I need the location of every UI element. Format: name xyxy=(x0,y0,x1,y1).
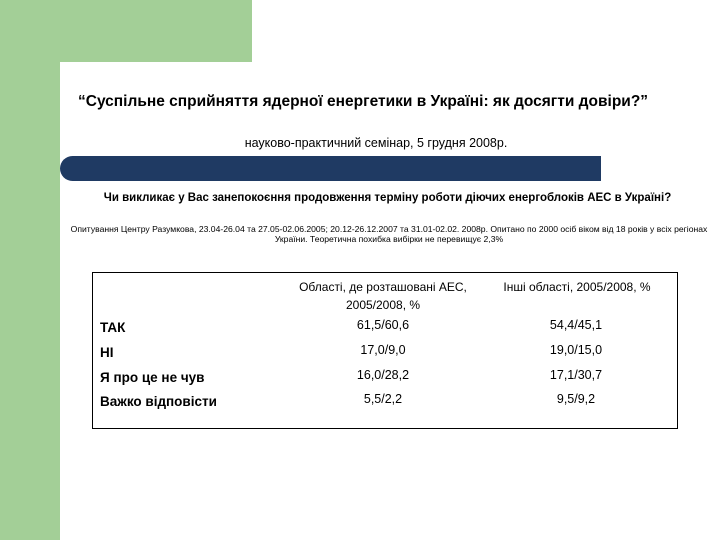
table-cell: 16,0/28,2 xyxy=(356,368,410,382)
table-cell: 17,0/9,0 xyxy=(360,343,406,357)
decorative-navy-bar xyxy=(60,156,601,181)
table-cell: 61,5/60,6 xyxy=(356,318,410,332)
decorative-green-block xyxy=(0,0,252,62)
survey-question: Чи викликає у Вас занепокоєння продовження терміну роботи діючих енергоблоків АЕС в Україні? xyxy=(103,192,672,204)
table-row-label: НІ xyxy=(100,345,114,360)
table-cell: 5,5/2,2 xyxy=(363,392,403,406)
table-row-label: Важко відповісти xyxy=(100,394,217,409)
survey-note: Опитування Центру Разумкова, 23.04-26.04 та 27.05-02.06.2005; 20.12-26.12.2007 та 31.01-02.02. 2008р. Опитано по 2000 осіб віком від 18 років у всіх регіонах України. Теоретична похибка вибірки не перевищує 2,3% xyxy=(70,224,708,244)
table-row-label: Я про це не чув xyxy=(100,370,205,385)
decorative-green-strip xyxy=(0,0,60,540)
table-cell: 19,0/15,0 xyxy=(549,343,603,357)
slide-title: “Суспільне сприйняття ядерної енергетики в Україні: як досягти довіри?” xyxy=(78,93,649,110)
table-row-label: ТАК xyxy=(100,320,126,335)
table-cell: 54,4/45,1 xyxy=(549,318,603,332)
table-cell: 9,5/9,2 xyxy=(556,392,596,406)
slide-subtitle: науково-практичний семінар, 5 грудня 2008р. xyxy=(244,136,508,150)
table-header-other-regions: Інші області, 2005/2008, % xyxy=(503,280,651,294)
table-header-npp-regions: Області, де розташовані АЕС, 2005/2008, % xyxy=(299,280,467,312)
table-cell: 17,1/30,7 xyxy=(549,368,603,382)
